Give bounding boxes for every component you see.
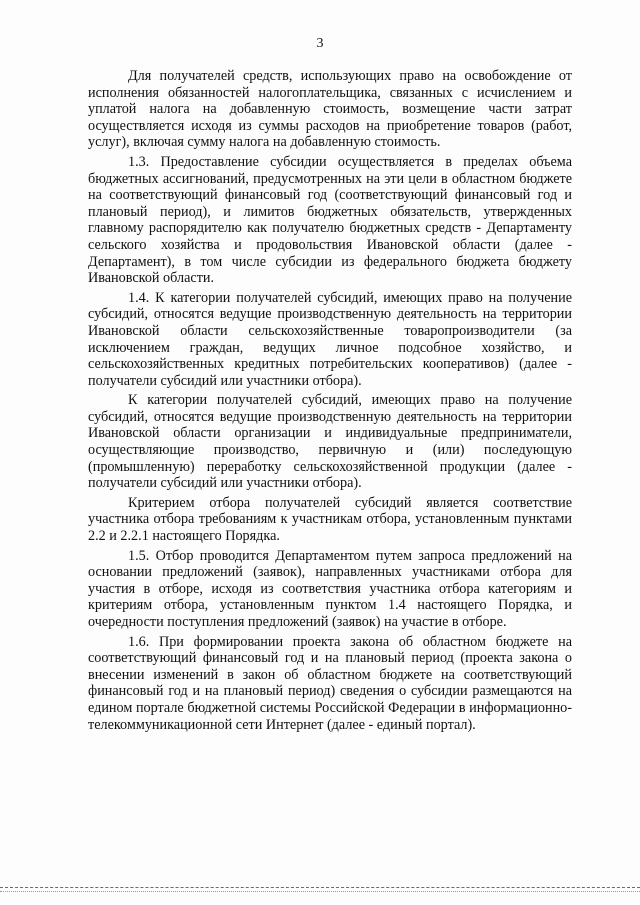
document-body <box>88 68 572 736</box>
paragraph-1-4: 1.4. К категории получателей субсидий, имеющих право на получение субсидий, относятся ведущие производственную деятельность на территории Ивановской области сельскохозяйственные товаропроизводители (за исключением граждан, ведущих личное подсобное хозяйство, и сельскохозяйственных кредитных потребительских кооперативов) (далее - получатели субсидий или участники отбора). <box>88 289 572 389</box>
paragraph-1-5: 1.5. Отбор проводится Департаментом путем запроса предложений на основании предложений (заявок), направленных участниками отбора для участия в отборе, исходя из соответствия участника отбора категориям и критериям отбора, установленным пунктом 1.4 настоящего Порядка, и очередности поступления предложений (заявок) на участие в отборе. <box>88 547 572 630</box>
page-number: 3 <box>316 36 324 51</box>
scan-edge-line-secondary <box>0 891 640 892</box>
paragraph-1-3: 1.3. Предоставление субсидии осуществляется в пределах объема бюджетных ассигнований, предусмотренных на эти цели в областном бюджете на соответствующий финансовый год (соответствующий финансовый год и плановый период), и лимитов бюджетных обязательств, утвержденных главному распорядителю как получателю бюджетных средств - Департаменту сельского хозяйства и продовольствия Ивановской области (далее - Департамент), в том числе субсидии из федерального бюджета бюджету Ивановской области. <box>88 153 572 287</box>
paragraph-1-4-organizations: К категории получателей субсидий, имеющих право на получение субсидий, относятся ведущие производственную деятельность на территории Ивановской области организации и индивидуальные предприниматели, осуществляющие производство, первичную и (или) последующую (промышленную) переработку сельскохозяйственной продукции (далее - получатели субсидий или участники отбора). <box>88 392 572 492</box>
paragraph-1-6: 1.6. При формировании проекта закона об областном бюджете на соответствующий финансовый год и на плановый период (проекта закона о внесении изменений в закон об областном бюджете на соответствующий финансовый год и на плановый период) сведения о субсидии размещаются на едином портале бюджетной системы Российской Федерации в информационно-телекоммуникационной сети Интернет (далее - единый портал). <box>88 633 572 733</box>
paragraph-selection-criterion: Критерием отбора получателей субсидий является соответствие участника отбора требованиям к участникам отбора, установленным пунктами 2.2 и 2.2.1 настоящего Порядка. <box>88 494 572 545</box>
paragraph-vat-exemption: Для получателей средств, использующих право на освобождение от исполнения обязанностей налогоплательщика, связанных с исчислением и уплатой налога на добавленную стоимость, возмещение части затрат осуществляется исходя из суммы расходов на приобретение товаров (работ, услуг), включая сумму налога на добавленную стоимость. <box>88 68 572 151</box>
scan-edge-line <box>0 887 640 888</box>
